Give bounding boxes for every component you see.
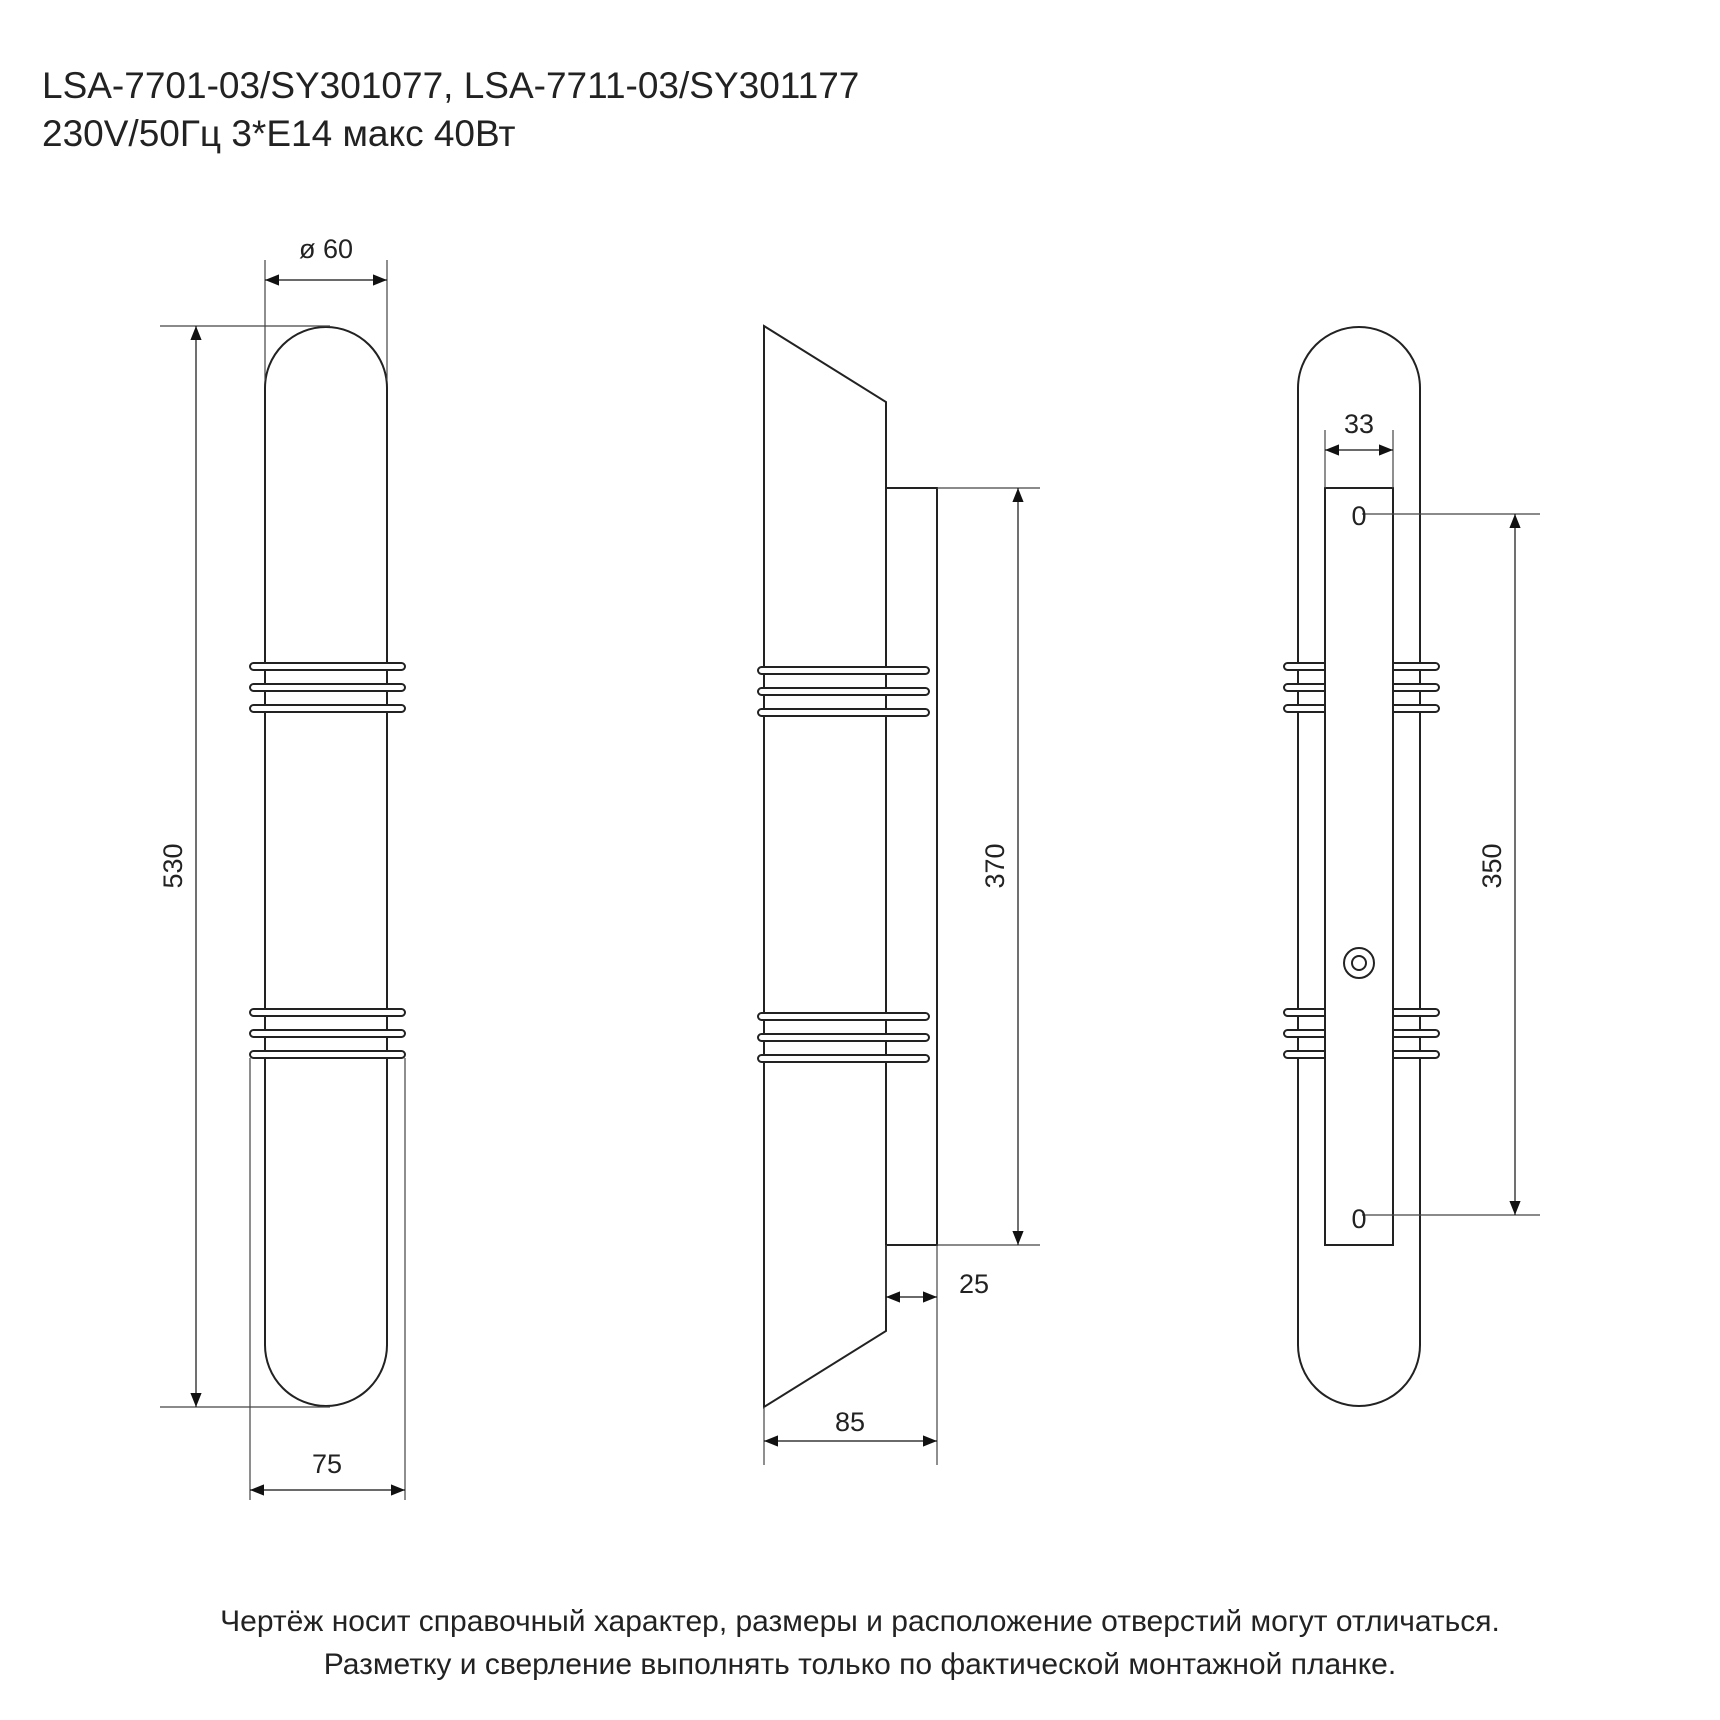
hole-mark-bottom: 0 xyxy=(1351,1204,1367,1234)
front-lower-rings xyxy=(250,1009,405,1058)
dim-shade-diameter: ø 60 xyxy=(298,234,354,264)
back-view-mounting-plate xyxy=(1325,488,1393,1245)
footer-note xyxy=(0,1600,1720,1686)
front-upper-rings xyxy=(250,663,405,712)
side-lower-rings xyxy=(758,1013,929,1062)
side-view xyxy=(758,326,937,1407)
dim-plate-width: 33 xyxy=(1343,409,1375,439)
footer-line-2: Разметку и сверление выполнять только по фактической монтажной планке. xyxy=(323,1648,1397,1681)
dim-plate-depth: 25 xyxy=(958,1269,990,1299)
side-view-shade xyxy=(764,326,886,1407)
footer-line-1: Чертёж носит справочный характер, размеры и расположение отверстий могут отличаться. xyxy=(220,1605,1500,1638)
side-dimensions xyxy=(764,488,1040,1465)
side-view-mounting-plate xyxy=(886,488,937,1245)
front-view xyxy=(250,327,405,1406)
dim-plate-height: 370 xyxy=(980,843,1010,889)
side-upper-rings xyxy=(758,667,929,716)
dim-total-depth: 85 xyxy=(834,1407,866,1437)
dim-ring-width: 75 xyxy=(311,1449,343,1479)
electrical-specs: 230V/50Гц 3*E14 макс 40Вт xyxy=(42,113,516,154)
back-view xyxy=(1284,327,1439,1406)
front-dimensions xyxy=(160,260,405,1500)
front-view-shade xyxy=(265,327,387,1406)
hole-mark-top: 0 xyxy=(1351,501,1367,531)
dim-hole-spacing: 350 xyxy=(1477,843,1507,889)
dim-total-height: 530 xyxy=(158,843,188,889)
model-numbers: LSA-7701-03/SY301077, LSA-7711-03/SY301177 xyxy=(42,65,860,106)
